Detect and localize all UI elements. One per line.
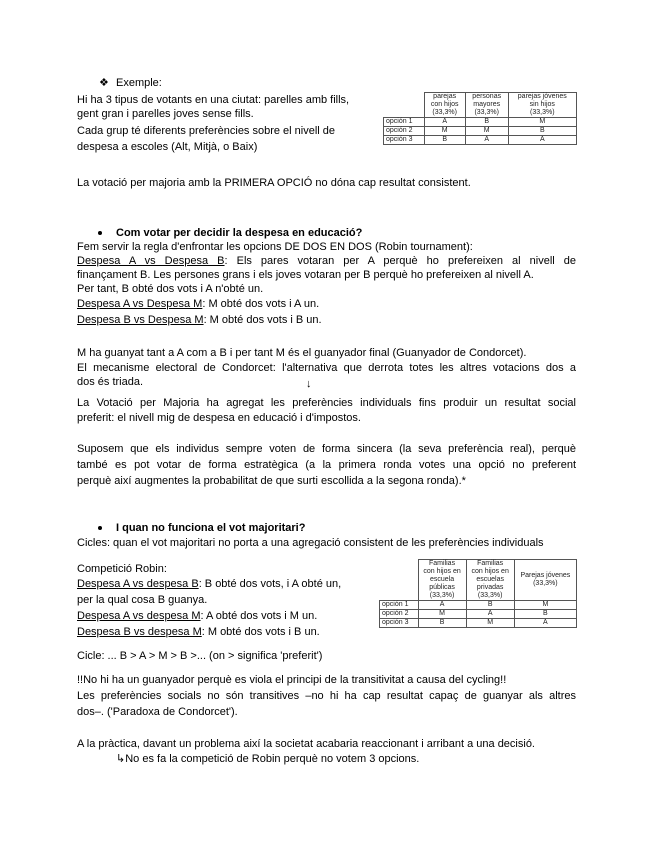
cycle-line: Cicle: ... B > A > M > B >... (on > significa 'preferit') [77,650,323,662]
table-header: parejas con hijos (33,3%) [424,93,465,118]
comp-am: Despesa A vs despesa M: A obté dos vots i M un. [77,610,318,622]
table-cell: M [508,118,576,127]
table-header: personas mayores (33,3%) [465,93,508,118]
comp-bm: Despesa B vs despesa M: M obté dos vots i B un. [77,626,320,638]
table-cell: B [465,118,508,127]
table-cell: B [418,619,466,628]
table-cell: B [508,127,576,136]
table-cell: B [514,610,576,619]
row-label: opción 2 [380,610,419,619]
matchup-am-title: Despesa A vs Despesa M [77,298,203,310]
table-row [384,127,577,136]
example-line-2: gent gran i parelles joves sense fills. [77,108,254,120]
section1-heading: Com votar per decidir la despesa en educació? [116,227,363,239]
matchup-ab-line3: Per tant, B obté dos vots i A n'obté un. [77,283,264,295]
table-cell: A [514,619,576,628]
table-cell: B [466,601,514,610]
example-line-1: Hi ha 3 tipus de votants en una ciutat: parelles amb fills, [77,94,350,106]
matchup-bm: Despesa B vs Despesa M: M obté dos vots i B un. [77,314,322,326]
table-header: Parejas jóvenes (33,3%) [514,560,576,601]
table-cell: A [418,601,466,610]
comp-am-title: Despesa A vs despesa M [77,610,201,622]
practice-line: A la pràctica, davant un problema així la societat acabaria reaccionant i arribant a una decisió. [77,738,535,750]
preferences-table-2 [379,559,577,628]
row-label: opción 3 [380,619,419,628]
down-arrow-icon: ↓ [306,378,312,390]
table-cell: A [508,136,576,145]
diamond-bullet-icon: ❖ [99,77,109,89]
table-row [384,118,577,127]
bullet-icon [98,231,102,235]
row-label: opción 1 [384,118,425,127]
table-row [384,136,577,145]
table-cell: M [466,619,514,628]
table-cell: M [514,601,576,610]
matchup-am: Despesa A vs Despesa M: M obté dos vots i A un. [77,298,320,310]
mechanism-line2: dos és triada. [77,376,144,388]
table-cell: M [418,610,466,619]
section2-heading: I quan no funciona el vot majoritari? [116,522,306,534]
table-cell: B [424,136,465,145]
example-heading: Exemple: [116,77,162,89]
row-label: opción 3 [384,136,425,145]
suppose-line3: perquè així augmentes la probabilitat de que surti escollida a la segona ronda).* [77,475,466,487]
example-line-4: despesa a escoles (Alt, Mitjà, o Baix) [77,141,258,153]
row-label: opción 2 [384,127,425,136]
mechanism-line1: El mecanisme electoral de Condorcet: l'alternativa que derrota totes les altres votacions dos a [77,362,576,374]
table-header: Familias con hijos en escuela públicas (33,3%) [418,560,466,601]
preferences-table-1 [383,92,577,145]
table-cell: M [465,127,508,136]
example-line-3: Cada grup té diferents preferències sobre el nivell de [77,125,336,137]
social-prefs-line2: dos–. ('Paradoxa de Condorcet'). [77,706,238,718]
suppose-line1: Suposem que els individus sempre voten de forma sincera (la seva preferència real), perquè [77,443,576,455]
matchup-ab-line2: finançament B. Les persones grans i els joves votaran per B perquè ho prefereixen al nivell A. [77,269,534,281]
majority-line1: La Votació per Majoria ha agregat les preferències individuals fins produir un resultat social [77,397,576,409]
no-winner-warning: !!No hi ha un guanyador perquè es viola el principi de la transitivitat a causa del cycling!! [77,674,507,686]
table-row [380,601,577,610]
majority-line2: preferit: el nivell mig de despesa en educació i d'impostos. [77,412,361,424]
suppose-line2: també es pot votar de forma estratègica (a la primera ronda votes una opció no preferent [77,459,576,471]
table-header-row [384,93,577,118]
table-header: parejas jóvenes sin hijos (33,3%) [508,93,576,118]
section1-intro: Fem servir la regla d'enfrontar les opcions DE DOS EN DOS (Robin tournament): [77,241,473,253]
table-header: Familias con hijos en escuelas privadas (33,3%) [466,560,514,601]
row-label: opción 1 [380,601,419,610]
example-note: La votació per majoria amb la PRIMERA OPCIÓ no dóna cap resultat consistent. [77,177,471,189]
comp-ab: Despesa A vs despesa B: B obté dos vots, i A obté un, [77,578,342,590]
social-prefs-line1: Les preferències socials no són transitives –no hi ha cap resultat capaç de guanyar als altres [77,690,576,702]
table-cell: A [466,610,514,619]
robin-note: ↳No es fa la competició de Robin perquè no votem 3 opcions. [116,753,420,765]
table-corner [384,93,425,118]
condorcet-winner: M ha guanyat tant a A com a B i per tant M és el guanyador final (Guanyador de Condorcet). [77,347,527,359]
table-corner [380,560,419,601]
matchup-ab-line1: Despesa A vs Despesa B: Els pares votaran per A perquè ho prefereixen al nivell de [77,255,576,267]
cycles-definition: Cicles: quan el vot majoritari no porta a una agregació consistent de les preferències individuals [77,537,544,549]
matchup-bm-title: Despesa B vs Despesa M [77,314,204,326]
table-row [380,610,577,619]
comp-bm-title: Despesa B vs despesa M [77,626,202,638]
table-row [380,619,577,628]
comp-ab-cont: per la qual cosa B guanya. [77,594,208,606]
robin-competition-title: Competició Robin: [77,563,167,575]
table-cell: A [424,118,465,127]
matchup-ab-title: Despesa A vs Despesa B [77,255,225,267]
table-header-row [380,560,577,601]
comp-ab-title: Despesa A vs despesa B [77,578,199,590]
bullet-icon [98,526,102,530]
table-cell: M [424,127,465,136]
table-cell: A [465,136,508,145]
